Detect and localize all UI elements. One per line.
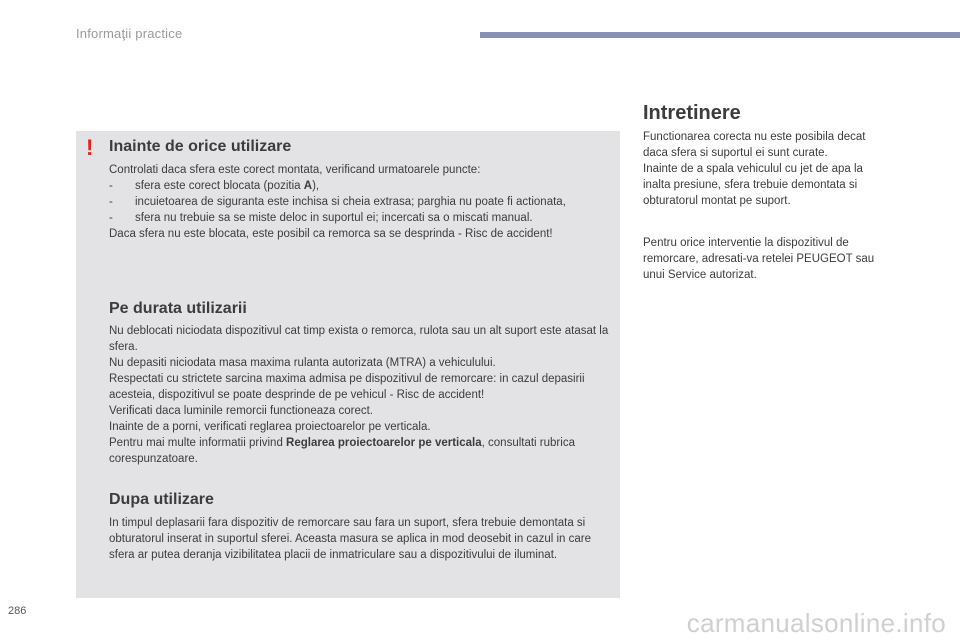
exclamation-icon: ! bbox=[86, 135, 94, 160]
page-number: 286 bbox=[8, 605, 27, 617]
maintenance-text: Functionarea corecta nu este posibila decat daca sfera si suportul ei sunt curate. Inainte de a spala vehiculul cu jet de apa la inalta presiune, sfera trebuie demontata si obturatorul montat pe suport. bbox=[643, 131, 866, 207]
watermark: carmanualsonline.info bbox=[686, 608, 946, 638]
after-use-title: Dupa utilizare bbox=[109, 491, 214, 508]
section-header-title: Informaţii practice bbox=[76, 26, 183, 41]
warning-bullet: - incuietoarea de siguranta este inchisa si cheia extrasa; parghia nu poate fi actionata, bbox=[109, 196, 566, 208]
header-accent-bar bbox=[480, 32, 960, 38]
during-use-title: Pe durata utilizarii bbox=[109, 300, 247, 317]
warning-title: Inainte de orice utilizare bbox=[109, 138, 292, 155]
warning-intro: Controlati daca sfera este corect montata, verificand urmatoarele puncte: bbox=[109, 164, 481, 176]
after-use-text: In timpul deplasarii fara dispozitiv de remorcare sau fara un suport, sfera trebuie demontata si obturatorul inserat in suportul sferei. Aceasta masura se aplica in mod deosebit in cazul in care sfera ar putea deranja vizibilitatea placii de inmatriculare sau a dispozitivului de iluminat. bbox=[109, 517, 591, 561]
warning-text bbox=[109, 162, 609, 242]
maintenance-service-text: Pentru orice interventie la dispozitivul de remorcare, adresati-va retelei PEUGEOT sau unui Service autorizat. bbox=[643, 237, 875, 281]
during-use-text: Nu deblocati niciodata dispozitivul cat timp exista o remorca, rulota sau un alt suport este atasat la sfera. Nu depasiti niciodata masa maxima rulanta autorizata (MTRA) a vehiculului. Respectati cu strictete sarcina maxima admisa pe dispozitivul de remorcare: in cazul depasirii acesteia, dispozitivul se poate desprinde de pe vehicul - Risc de accident! Verificati daca luminile remorcii functioneaza corect. Inainte de a porni, verificati reglarea proiectoarelor pe verticala. Pentru mai multe informatii privind Reglarea proiectoarelor pe verticala, consultati rubrica corespunzatoare. bbox=[109, 325, 609, 465]
warning-bullet: - sfera este corect blocata (pozitia A), bbox=[109, 180, 320, 192]
maintenance-title: Intretinere bbox=[643, 102, 741, 124]
warning-outro: Daca sfera nu este blocata, este posibil ca remorca sa se desprinda - Risc de accident! bbox=[109, 228, 553, 240]
warning-bullet: - sfera nu trebuie sa se miste deloc in suportul ei; incercati sa o miscati manual. bbox=[109, 212, 533, 224]
